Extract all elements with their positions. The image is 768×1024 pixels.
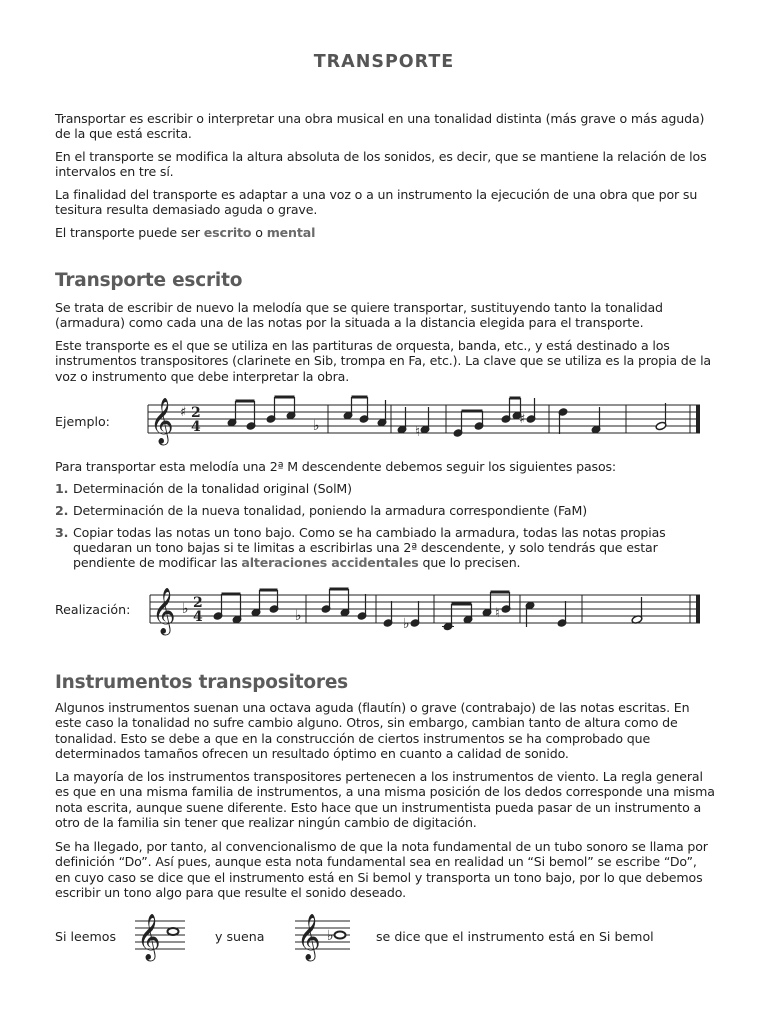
intro-paragraph-3: La finalidad del transporte es adaptar a una voz o a un instrumento la ejecución de una obra que por su tesitura resulta demasiado aguda o grave. (55, 187, 698, 218)
step-text: Determinación de la tonalidad original (SolM) (73, 481, 352, 496)
flat-icon: ♭ (327, 928, 334, 944)
do-note-staff (135, 906, 190, 966)
y-suena-label: y suena (215, 929, 265, 944)
treble-clef-icon: 𝄞 (152, 588, 176, 634)
si-bemol-note-staff (295, 906, 355, 966)
term-escrito: escrito (203, 225, 252, 240)
flat-icon: ♭ (313, 418, 320, 434)
conclusion-text: se dice que el instrumento está en Si bemol (376, 929, 654, 944)
page-title: TRANSPORTE (313, 52, 455, 72)
instrumentos-paragraph-2: La mayoría de los instrumentos transpositores pertenecen a los instrumentos de viento. La regla general es que en una misma familia de instrumentos, a una misma posición de los dedos corresponde una misma nota escrita, aunque suene diferente. Esto hace que un instrumentista pueda pasar de un instrumento a otro de la familia sin tener que realizar ningún cambio de digitación. (55, 769, 715, 830)
step-text: Copiar todas las notas un tono bajo. Como se ha cambiado la armadura, todas las notas propias quedaran un tono bajas si te limitas a escribirlas una 2ª descendente, y solo tendrás que estar pendiente de modificar las (73, 524, 666, 571)
realization-music-staff (150, 580, 720, 640)
sharp-icon: ♯ (180, 405, 187, 420)
si-leemos-label: Si leemos (55, 929, 117, 944)
step-text-suffix: que lo precisen. (418, 555, 521, 571)
whole-note-icon (168, 928, 179, 935)
step-text: Determinación de la nueva tonalidad, poniendo la armadura correspondiente (FaM) (73, 502, 587, 518)
steps-list (55, 481, 720, 577)
svg-text:4: 4 (193, 609, 203, 625)
intro-p4-mid: o (251, 225, 267, 240)
natural-icon: ♮ (495, 606, 500, 621)
instrumentos-paragraph-3: Se ha llegado, por tanto, al convencionalismo de que la nota fundamental de un tubo sonoro se llama por definición “Do”. Así pues, aunque esta nota fundamental sea en realidad un “Si bemol” se escribe “Do”, en cuyo caso se dice que el instrumento está en Si bemol y transporta un tono bajo, por lo que debemos escribir un tono algo para que resulte el sonido deseado. (55, 839, 708, 900)
step-number: 1. (55, 481, 69, 496)
treble-clef-icon: 𝄞 (297, 914, 321, 960)
treble-clef-icon: 𝄞 (137, 914, 161, 960)
intro-paragraph-2: En el transporte se modifica la altura absoluta de los sonidos, es decir, que se mantiene la relación de los intervalos en tre sí. (55, 149, 707, 180)
step-item (55, 503, 720, 518)
term-mental: mental (266, 225, 316, 240)
whole-note-icon (335, 932, 346, 939)
svg-text:4: 4 (191, 419, 201, 435)
instrumentos-paragraph-1: Algunos instrumentos suenan una octava aguda (flautín) o grave (contrabajo) de las notas escritas. En este caso la tonalidad no sufre cambio alguno. Otros, sin embargo, cambian tanto de altura como de tonalidad. Esto se debe a que en la construcción de ciertos instrumentos se ha comprobado que determinados tamaños ofrecen un resultado óptimo en cuanto a calidad de sonido. (55, 700, 690, 761)
term-alteraciones-accidentales: alteraciones accidentales (241, 555, 419, 571)
flat-accidental-icon: ♭ (295, 608, 302, 624)
intro-paragraph-1: Transportar es escribir o interpretar una obra musical en una tonalidad distinta (más grave o más aguda) de la que está escrita. (55, 111, 705, 142)
example-music-staff (148, 390, 718, 450)
natural-icon: ♮ (415, 424, 421, 440)
flat-icon: ♭ (182, 601, 189, 617)
step-number: 3. (55, 524, 69, 540)
intro-paragraph-4 (55, 225, 715, 240)
intro-p4-prefix: El transporte puede ser (55, 225, 204, 240)
svg-text:2: 2 (193, 595, 203, 611)
step-number: 2. (55, 502, 69, 518)
sharp-accidental-icon: ♯ (519, 412, 526, 427)
realization-label: Realización: (55, 602, 131, 617)
heading-transporte-escrito: Transporte escrito (55, 270, 243, 291)
treble-clef-icon: 𝄞 (150, 398, 174, 444)
escrito-paragraph-1: Se trata de escribir de nuevo la melodía que se quiere transportar, sustituyendo tanto la tonalidad (armadura) como cada una de las notas por la situada a la distancia elegida para el transporte. (55, 300, 663, 331)
svg-text:2: 2 (191, 405, 201, 421)
step-item (55, 481, 720, 496)
steps-intro: Para transportar esta melodía una 2ª M descendente debemos seguir los siguientes pasos: (55, 459, 617, 474)
step-item (55, 525, 720, 571)
example-label: Ejemplo: (55, 414, 110, 429)
flat-accidental-icon: ♭ (403, 616, 410, 632)
heading-instrumentos-transpositores: Instrumentos transpositores (55, 672, 348, 693)
escrito-paragraph-2: Este transporte es el que se utiliza en las partituras de orquesta, banda, etc., y está destinado a los instrumentos transpositores (clarinete en Sib, trompa en Fa, etc.). La clave que se utiliza es la propia de la voz o instrumento que debe interpretar la obra. (55, 338, 711, 384)
